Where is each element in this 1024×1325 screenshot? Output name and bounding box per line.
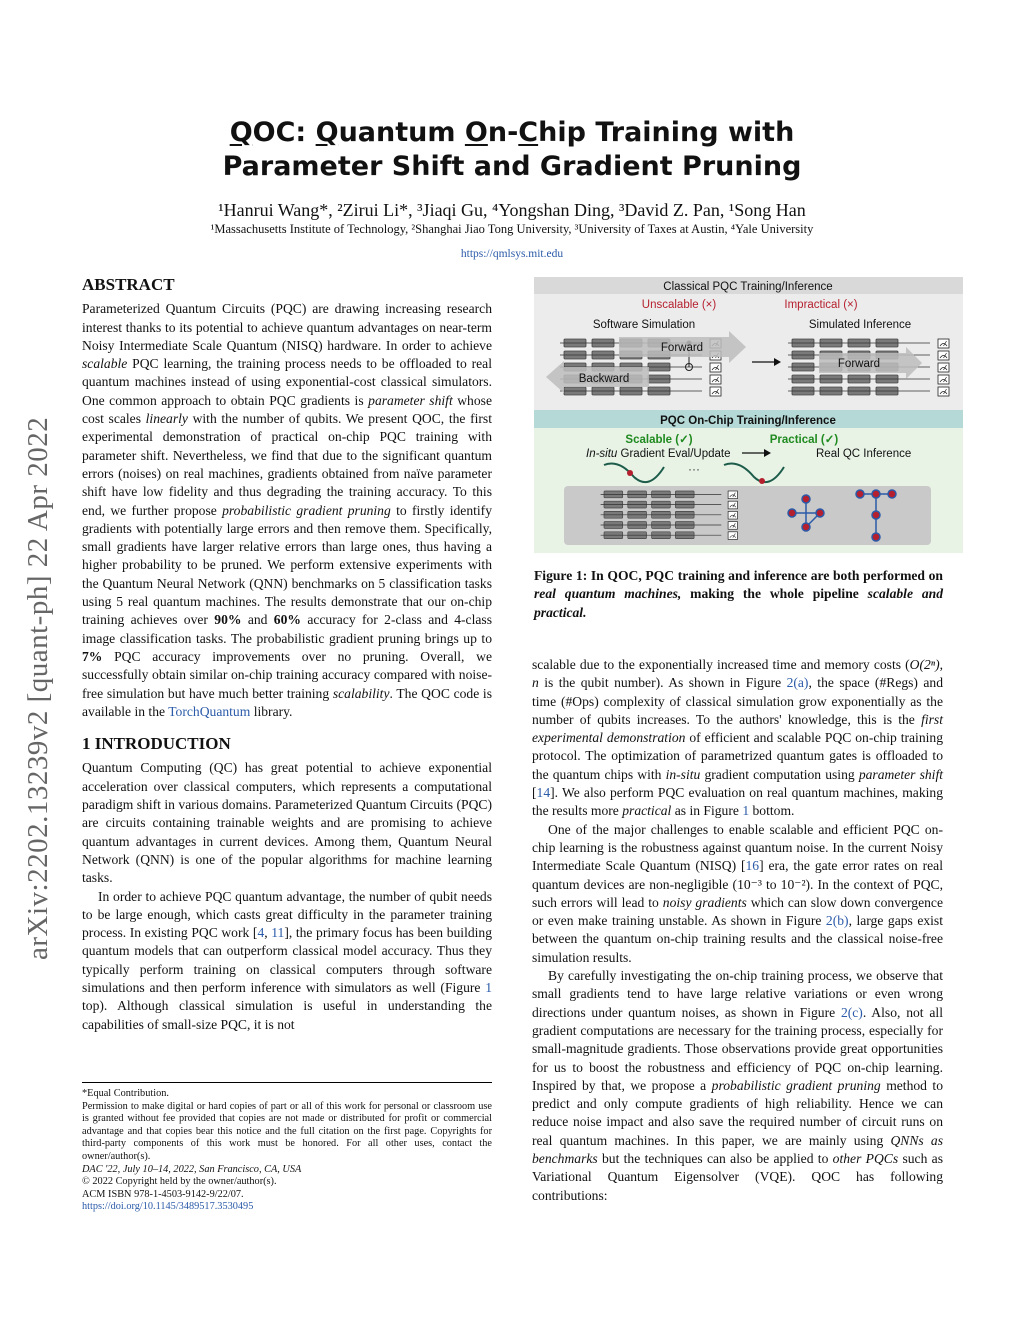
right-paragraph-1: scalable due to the exponentially increased time and memory costs (O(2ⁿ), n is the qubit number). As shown in Figure 2(a), the space (#Regs) and time (#Ops) complexity of classical simulation grow exponentially as the number of qubits increases. To the authors' knowledge, this is the first experimental demonstration of efficient and scalable PQC on-chip training protocol. The optimization of parametrized quantum gates is offloaded to the quantum chips with in-situ gradient computation using parameter shift [14]. We also perform PQC evaluation on real quantum machines, making the results more practical as in Figure 1 bottom. (532, 657, 944, 819)
intro-paragraph-1: Quantum Computing (QC) has great potential to achieve exponential acceleration over classical computers, which represents a computational paradigm shift in various domains. Parameterized Quantum Circuits (PQC) are circuits containing trainable weights and are promising to achieve quantum advantages in current devices. Among them, Quantum Neural Network (QNN) is one of the popular algorithms for machine learning tasks. (82, 760, 492, 886)
simulated-inference-label: Simulated Inference (808, 319, 912, 331)
figure-1-link-2[interactable]: 1 (742, 803, 750, 819)
figure-2c-link[interactable]: 2(c) (840, 1004, 863, 1020)
affiliations: ¹Massachusetts Institute of Technology, ²Shanghai Jiao Tong University, ³University of Taxes at Austin, ⁴Yale University (210, 222, 814, 236)
forward-label-1: Forward (660, 342, 704, 354)
arxiv-identifier: arXiv:2202.13239v2 [quant-ph] 22 Apr 2022 (22, 416, 54, 960)
left-column (82, 276, 492, 1034)
project-url-link[interactable]: https://qmlsys.mit.edu (460, 248, 564, 260)
ref-16-link[interactable]: 16 (745, 858, 760, 874)
real-qc-inference-label: Real QC Inference (816, 448, 912, 460)
introduction-heading: 1 INTRODUCTION (82, 734, 231, 754)
ref-11-link[interactable]: 11 (271, 925, 285, 941)
software-simulation-label: Software Simulation (592, 319, 696, 331)
figure-1-caption: Figure 1: In QOC, PQC training and inference are both performed on real quantum machines, making the whole pipeline scalable and practical. (534, 568, 944, 620)
torchquantum-link[interactable]: TorchQuantum (168, 703, 251, 719)
abstract-text: Parameterized Quantum Circuits (PQC) are drawing increasing research interest thanks to its potential to achieve quantum advantages on near-term Noisy Intermediate Scale Quantum (NISQ) hardware. In order to achieve scalable PQC learning, the training process needs to be offloaded to real quantum machines instead of using exponential-cost classical simulators. One common approach to obtain PQC gradients is parameter shift whose cost scales linearly with the number of qubits. We present QOC, the first experimental demonstration of practical on-chip PQC training with parameter shift. Nevertheless, we find that due to the significant quantum errors (noises) on real machines, gradients obtained from naïve parameter shift have low fidelity and thus degrading the training accuracy. To this end, we further propose probabilistic gradient pruning to firstly identify gradients with potentially large errors and then remove them. Specifically, small gradients have larger relative errors than large ones, thus having a higher probability to be pruned. We perform extensive experiments with the Quantum Neural Network (QNN) benchmarks on 5 classification tasks using 5 real quantum machines. The results demonstrate that our on-chip training achieves over 90% and 60% accuracy for 2-class and 4-class image classification tasks. The probabilistic gradient pruning brings up to 7% PQC accuracy improvements over no pruning. Overall, we successfully obtain similar on-chip training accuracy compared with noise-free simulation but have much better training scalability. The QOC code is available in the TorchQuantum library. (82, 301, 493, 719)
figure-2b-link[interactable]: 2(b) (825, 913, 849, 929)
right-paragraph-3: By carefully investigating the on-chip training process, we observe that small gradients tend to have large relative variations or even wrong directions under quantum noises, as shown in Figure 2(c). Also, not all gradient computations are necessary for the training process, especially for small-magnitude gradients. Those observations provide great opportunities for us to boost the robustness and efficiency of PQC on-chip learning. Inspired by that, we propose a probabilistic gradient pruning method to predict and only compute gradients of high reliability. Hence we can reduce noise impact and also save the required number of circuit runs on real quantum machines. In this paper, we are mainly using QNNs as benchmarks but the techniques can also be applied to other PQCs such as Variational Quantum Eigensolver (VQE). QOC has following contributions: (532, 968, 944, 1203)
scalable-label: Scalable (✓) (625, 434, 693, 446)
ellipsis: ··· (688, 462, 700, 476)
unscalable-label: Unscalable (×) (641, 299, 717, 311)
abstract-heading: ABSTRACT (82, 275, 175, 294)
top-panel-title: Classical PQC Training/Inference (663, 281, 833, 293)
bottom-panel-title: PQC On-Chip Training/Inference (660, 415, 836, 427)
paper-title: QOC: Quantum On-Chip Training with Parameter Shift and Gradient Pruning (0, 116, 1024, 184)
backward-label: Backward (578, 373, 630, 385)
impractical-label: Impractical (×) (784, 299, 858, 311)
doi-link[interactable]: https://doi.org/10.1145/3489517.3530495 (82, 1201, 254, 1213)
author-list: ¹Hanrui Wang*, ²Zirui Li*, ³Jiaqi Gu, ⁴Yongshan Ding, ³David Z. Pan, ¹Song Han (218, 200, 806, 220)
ref-4-link[interactable]: 4 (257, 925, 265, 941)
practical-label: Practical (✓) (769, 434, 839, 446)
figure-1-link[interactable]: 1 (485, 979, 492, 995)
footnote: *Equal Contribution. Permission to make digital or hard copies of part or all of this work for personal or classroom use is granted without fee provided that copies are not made or distributed for profit or commercial advantage and that copies bear this notice and the full citation on the first page. Copyrights for third-party components of this work must be honored. For all other uses, contact the owner/author(s). DAC '22, July 10–14, 2022, San Francisco, CA, USA © 2022 Copyright held by the owner/author(s). ACM ISBN 978-1-4503-9142-9/22/07. https://doi.org/10.1145/3489517.3530495 (82, 1088, 492, 1213)
right-paragraph-2: One of the major challenges to enable scalable and efficient PQC on-chip learning is the robustness against quantum noise. In the current Noisy Intermediate Scale Quantum (NISQ) [16] era, the gate error rates on real quantum devices are non-negligible (10⁻³ to 10⁻²). In the context of PQC, such errors will lead to noisy gradients which can slow down convergence or even make training unstable. As shown in Figure 2(b), large gaps exist between the quantum on-chip training results and the classical noise-free simulation results. (532, 821, 943, 965)
footnote-rule (82, 1082, 492, 1083)
right-column (532, 656, 943, 1205)
ref-14-link[interactable]: 14 (536, 785, 551, 801)
insitu-gradient-label: In-situ Gradient Eval/Update (586, 448, 731, 460)
title-line-2: Parameter Shift and Gradient Pruning (222, 151, 802, 182)
figure-2a-link[interactable]: 2(a) (786, 675, 809, 691)
forward-label-2: Forward (837, 358, 881, 370)
intro-paragraph-2: In order to achieve PQC quantum advantage, the number of qubit needs to be large enough, which casts great difficulty in the parameter training process. In existing PQC work [4, 11], the primary focus has been building quantum models that can outperform classical model accuracy. Thus they typically perform training on classical computers through software simulations and then perform inference with simulators as well (Figure 1 top). Although classical simulation is useful in understanding the capabilities of small-size PQC, it is not (82, 888, 493, 1032)
figure-1 (534, 277, 963, 553)
